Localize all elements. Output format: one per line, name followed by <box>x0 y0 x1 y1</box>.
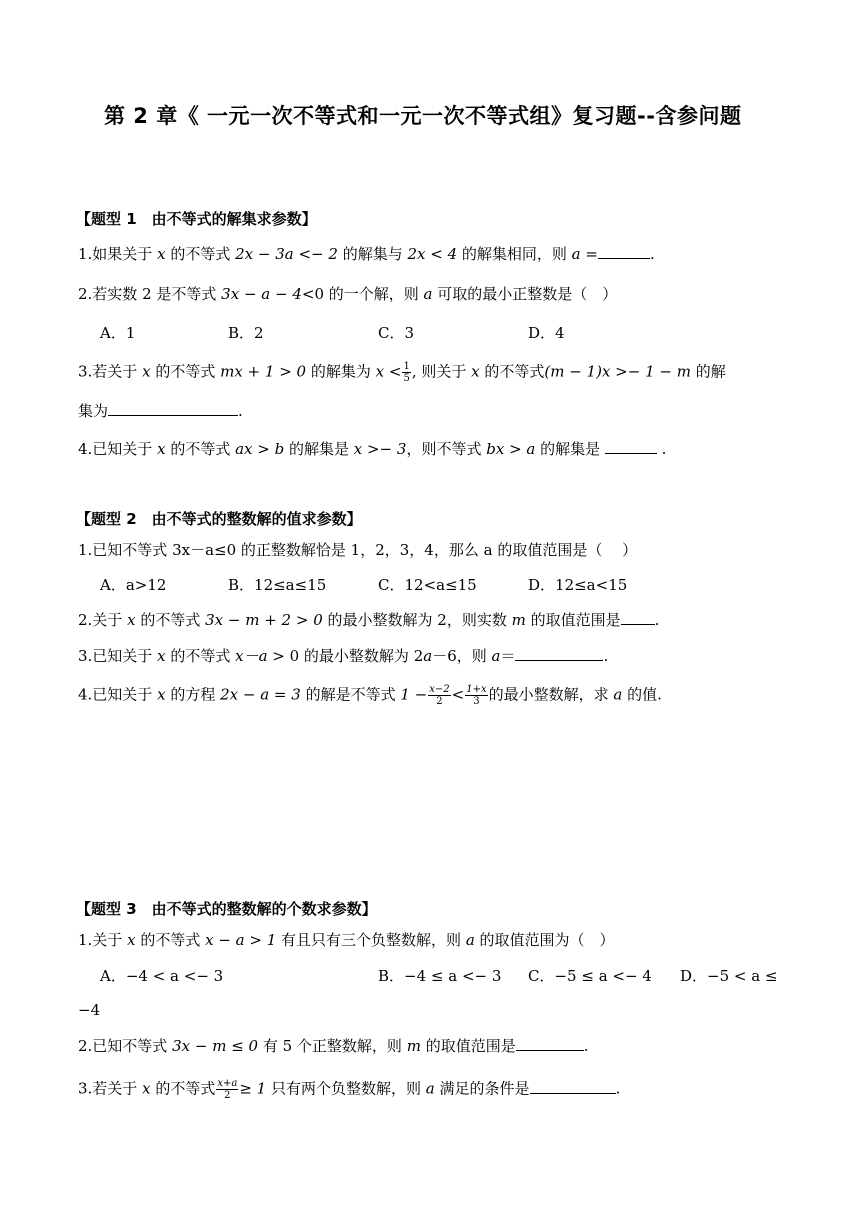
s2-question-3: 3.已知关于 x 的不等式 x－a > 0 的最小整数解为 2a－6，则 a＝ . <box>78 647 609 665</box>
s1-question-4: 4.已知关于 x 的不等式 ax > b 的解集是 x >− 3，则不等式 bx > a 的解集是 . <box>78 440 667 458</box>
answer-blank[interactable] <box>108 401 238 416</box>
s2-q1-option-a: A．a>12 <box>100 576 167 594</box>
section-2-heading: 【题型 2 由不等式的整数解的值求参数】 <box>76 510 362 528</box>
answer-blank[interactable] <box>530 1079 616 1094</box>
s3-question-1: 1.关于 x 的不等式 x − a > 1 有且只有三个负整数解，则 a 的取值范围为（ ） <box>78 931 615 949</box>
s1-question-3: 3.若关于 x 的不等式 mx + 1 > 0 的解集为 x < $\frac{1}{5}$ , 则关于 x 的不等式(m − 1)x >− 1 − m 的解 <box>78 361 726 384</box>
answer-blank[interactable] <box>516 1036 584 1051</box>
s1-q2-option-c: C．3 <box>378 324 415 342</box>
s2-question-2: 2.关于 x 的不等式 3x − m + 2 > 0 的最小整数解为 2，则实数 m 的取值范围是 . <box>78 611 660 629</box>
s2-question-4: 4.已知关于 x 的方程 2x − a = 3 的解是不等式 1 − $\frac{x-2}{2}$ < $\frac{1+x}{3}$ 的最小整数解，求 a 的值. <box>78 684 662 707</box>
answer-blank[interactable] <box>605 439 657 454</box>
s1-question-3-cont: 集为 . <box>78 402 243 420</box>
s3-q1-option-c: C．−5 ≤ a <− 4 <box>528 967 652 985</box>
s2-question-1: 1.已知不等式 3x－a≤0 的正整数解恰是 1，2，3，4，那么 a 的取值范围是（ ） <box>78 541 638 559</box>
fraction: $\frac{x+a}{2}$ <box>217 1078 238 1101</box>
section-1-heading: 【题型 1 由不等式的解集求参数】 <box>76 210 317 228</box>
section-3-heading: 【题型 3 由不等式的整数解的个数求参数】 <box>76 900 377 918</box>
s3-q1-option-d-cont: −4 <box>78 1001 101 1019</box>
page-title: 第 2 章《 一元一次不等式和一元一次不等式组》复习题--含参问题 <box>104 104 742 128</box>
s2-q1-option-c: C．12<a≤15 <box>378 576 477 594</box>
s1-question-2: 2.若实数 2 是不等式 3x − a − 4<0 的一个解，则 a 可取的最小正整数是（ ） <box>78 285 618 303</box>
s2-q1-option-d: D．12≤a<15 <box>528 576 628 594</box>
s3-question-2: 2.已知不等式 3x − m ≤ 0 有 5 个正整数解，则 m 的取值范围是 . <box>78 1037 589 1055</box>
answer-blank[interactable] <box>598 244 650 259</box>
answer-blank[interactable] <box>621 610 655 625</box>
s1-q2-option-b: B．2 <box>228 324 264 342</box>
s1-question-1: 1.如果关于 x 的不等式 2x − 3a <− 2 的解集与 2x < 4 的解集相同，则 a = . <box>78 245 655 263</box>
s1-q2-option-a: A．1 <box>100 324 136 342</box>
s3-q1-option-a: A．−4 < a <− 3 <box>100 967 224 985</box>
s3-q1-option-b: B．−4 ≤ a <− 3 <box>378 967 502 985</box>
s1-q2-option-d: D．4 <box>528 324 565 342</box>
fraction: $\frac{x-2}{2}$ <box>429 684 450 707</box>
s3-q1-option-d: D．−5 < a ≤ <box>680 967 778 985</box>
s3-question-3: 3.若关于 x 的不等式 $\frac{x+a}{2}$ ≥ 1 只有两个负整数解，则 a 满足的条件是 . <box>78 1078 621 1101</box>
fraction: $\frac{1}{5}$ <box>403 361 410 384</box>
answer-blank[interactable] <box>515 646 603 661</box>
fraction: $\frac{1+x}{3}$ <box>466 684 487 707</box>
s2-q1-option-b: B．12≤a≤15 <box>228 576 327 594</box>
